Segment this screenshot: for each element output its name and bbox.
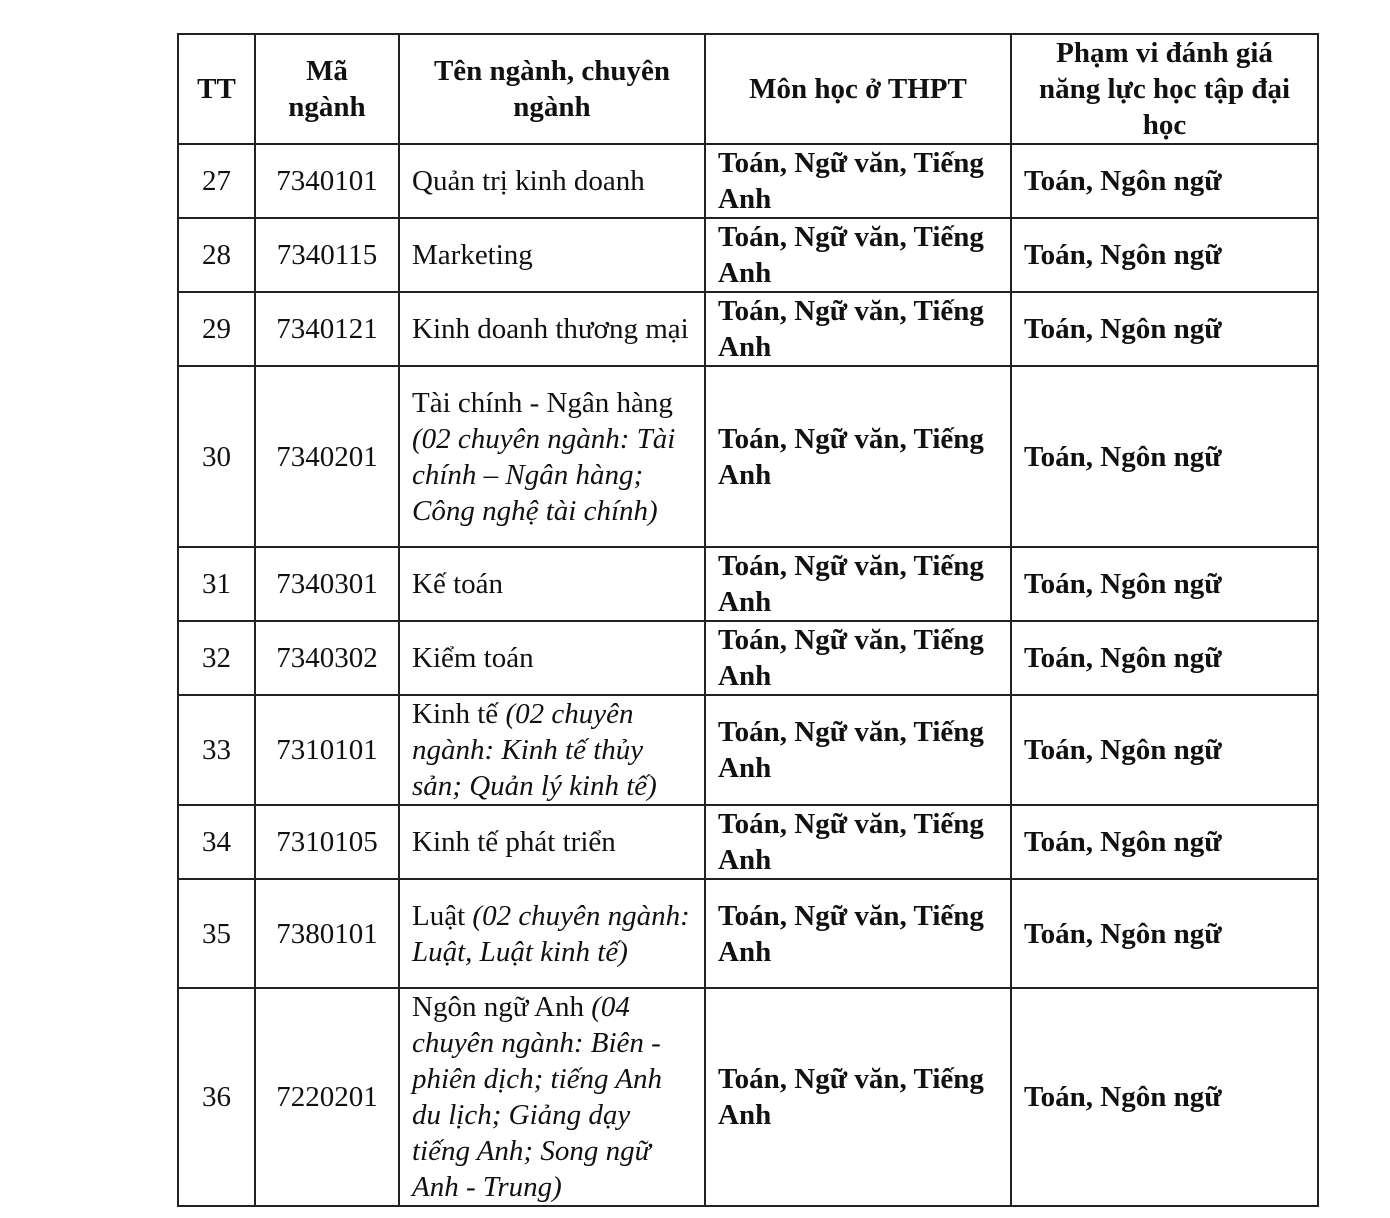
cell-tt: 27 (178, 144, 255, 218)
major-note: (02 chuyên ngành: Kinh tế thủy sản; Quản lý kinh tế) (412, 698, 657, 802)
header-subjects: Môn học ở THPT (705, 34, 1011, 144)
cell-subjects: Toán, Ngữ văn, Tiếng Anh (705, 292, 1011, 366)
cell-subjects: Toán, Ngữ văn, Tiếng Anh (705, 621, 1011, 695)
cell-name (399, 366, 705, 547)
cell-code: 7340121 (255, 292, 399, 366)
table-row (178, 218, 1318, 292)
header-scope: Phạm vi đánh giá năng lực học tập đại học (1011, 34, 1318, 144)
cell-tt: 34 (178, 805, 255, 879)
major-name: Kiểm toán (412, 642, 534, 674)
majors-table (177, 33, 1319, 1207)
cropped-text-line (200, 1208, 900, 1218)
major-name: Quản trị kinh doanh (412, 165, 645, 197)
cell-tt: 29 (178, 292, 255, 366)
cell-code: 7340115 (255, 218, 399, 292)
header-code: Mã ngành (255, 34, 399, 144)
major-note: (02 chuyên ngành: Luật, Luật kinh tế) (412, 899, 690, 968)
header-tt: TT (178, 34, 255, 144)
cell-name (399, 218, 705, 292)
cell-code: 7340201 (255, 366, 399, 547)
cell-subjects: Toán, Ngữ văn, Tiếng Anh (705, 879, 1011, 988)
cell-code: 7340302 (255, 621, 399, 695)
table-row (178, 144, 1318, 218)
table-row (178, 621, 1318, 695)
major-name: Luật (412, 899, 473, 932)
cell-tt: 32 (178, 621, 255, 695)
cell-subjects: Toán, Ngữ văn, Tiếng Anh (705, 547, 1011, 621)
table-row (178, 695, 1318, 805)
cell-name (399, 879, 705, 988)
major-name: Tài chính - Ngân hàng (412, 386, 673, 419)
major-name: Kinh tế (412, 698, 506, 730)
table-row (178, 292, 1318, 366)
major-note: (02 chuyên ngành: Tài chính – Ngân hàng; Công nghệ tài chính) (412, 422, 676, 527)
cell-scope: Toán, Ngôn ngữ (1011, 366, 1318, 547)
table-row (178, 988, 1318, 1206)
cell-scope: Toán, Ngôn ngữ (1011, 218, 1318, 292)
cell-name (399, 805, 705, 879)
cell-name (399, 988, 705, 1206)
major-name: Kế toán (412, 568, 503, 600)
cell-scope: Toán, Ngôn ngữ (1011, 292, 1318, 366)
cell-code: 7380101 (255, 879, 399, 988)
table-row (178, 879, 1318, 988)
table-row (178, 547, 1318, 621)
cell-tt: 28 (178, 218, 255, 292)
header-row (178, 34, 1318, 144)
cell-code: 7340101 (255, 144, 399, 218)
cell-subjects: Toán, Ngữ văn, Tiếng Anh (705, 366, 1011, 547)
major-note: (04 chuyên ngành: Biên - phiên dịch; tiếng Anh du lịch; Giảng dạy tiếng Anh; Song ngữ Anh - Trung) (412, 991, 662, 1203)
cell-scope: Toán, Ngôn ngữ (1011, 144, 1318, 218)
cell-name (399, 144, 705, 218)
cell-code: 7310105 (255, 805, 399, 879)
major-name: Kinh doanh thương mại (412, 313, 689, 345)
cell-subjects: Toán, Ngữ văn, Tiếng Anh (705, 988, 1011, 1206)
cell-name (399, 621, 705, 695)
cell-scope: Toán, Ngôn ngữ (1011, 988, 1318, 1206)
table-row (178, 805, 1318, 879)
cell-subjects: Toán, Ngữ văn, Tiếng Anh (705, 218, 1011, 292)
major-name: Ngôn ngữ Anh (412, 991, 592, 1023)
cell-tt: 31 (178, 547, 255, 621)
cell-scope: Toán, Ngôn ngữ (1011, 879, 1318, 988)
cell-scope: Toán, Ngôn ngữ (1011, 695, 1318, 805)
cell-tt: 35 (178, 879, 255, 988)
cell-name (399, 695, 705, 805)
cell-name (399, 292, 705, 366)
cell-tt: 30 (178, 366, 255, 547)
table-row (178, 366, 1318, 547)
cell-scope: Toán, Ngôn ngữ (1011, 621, 1318, 695)
cell-code: 7310101 (255, 695, 399, 805)
major-name: Marketing (412, 239, 533, 271)
cell-subjects: Toán, Ngữ văn, Tiếng Anh (705, 695, 1011, 805)
major-name: Kinh tế phát triển (412, 826, 616, 858)
cell-name (399, 547, 705, 621)
cell-code: 7340301 (255, 547, 399, 621)
cell-subjects: Toán, Ngữ văn, Tiếng Anh (705, 805, 1011, 879)
cell-scope: Toán, Ngôn ngữ (1011, 547, 1318, 621)
cell-tt: 36 (178, 988, 255, 1206)
cell-subjects: Toán, Ngữ văn, Tiếng Anh (705, 144, 1011, 218)
cell-tt: 33 (178, 695, 255, 805)
cell-scope: Toán, Ngôn ngữ (1011, 805, 1318, 879)
cell-code: 7220201 (255, 988, 399, 1206)
header-name: Tên ngành, chuyên ngành (399, 34, 705, 144)
